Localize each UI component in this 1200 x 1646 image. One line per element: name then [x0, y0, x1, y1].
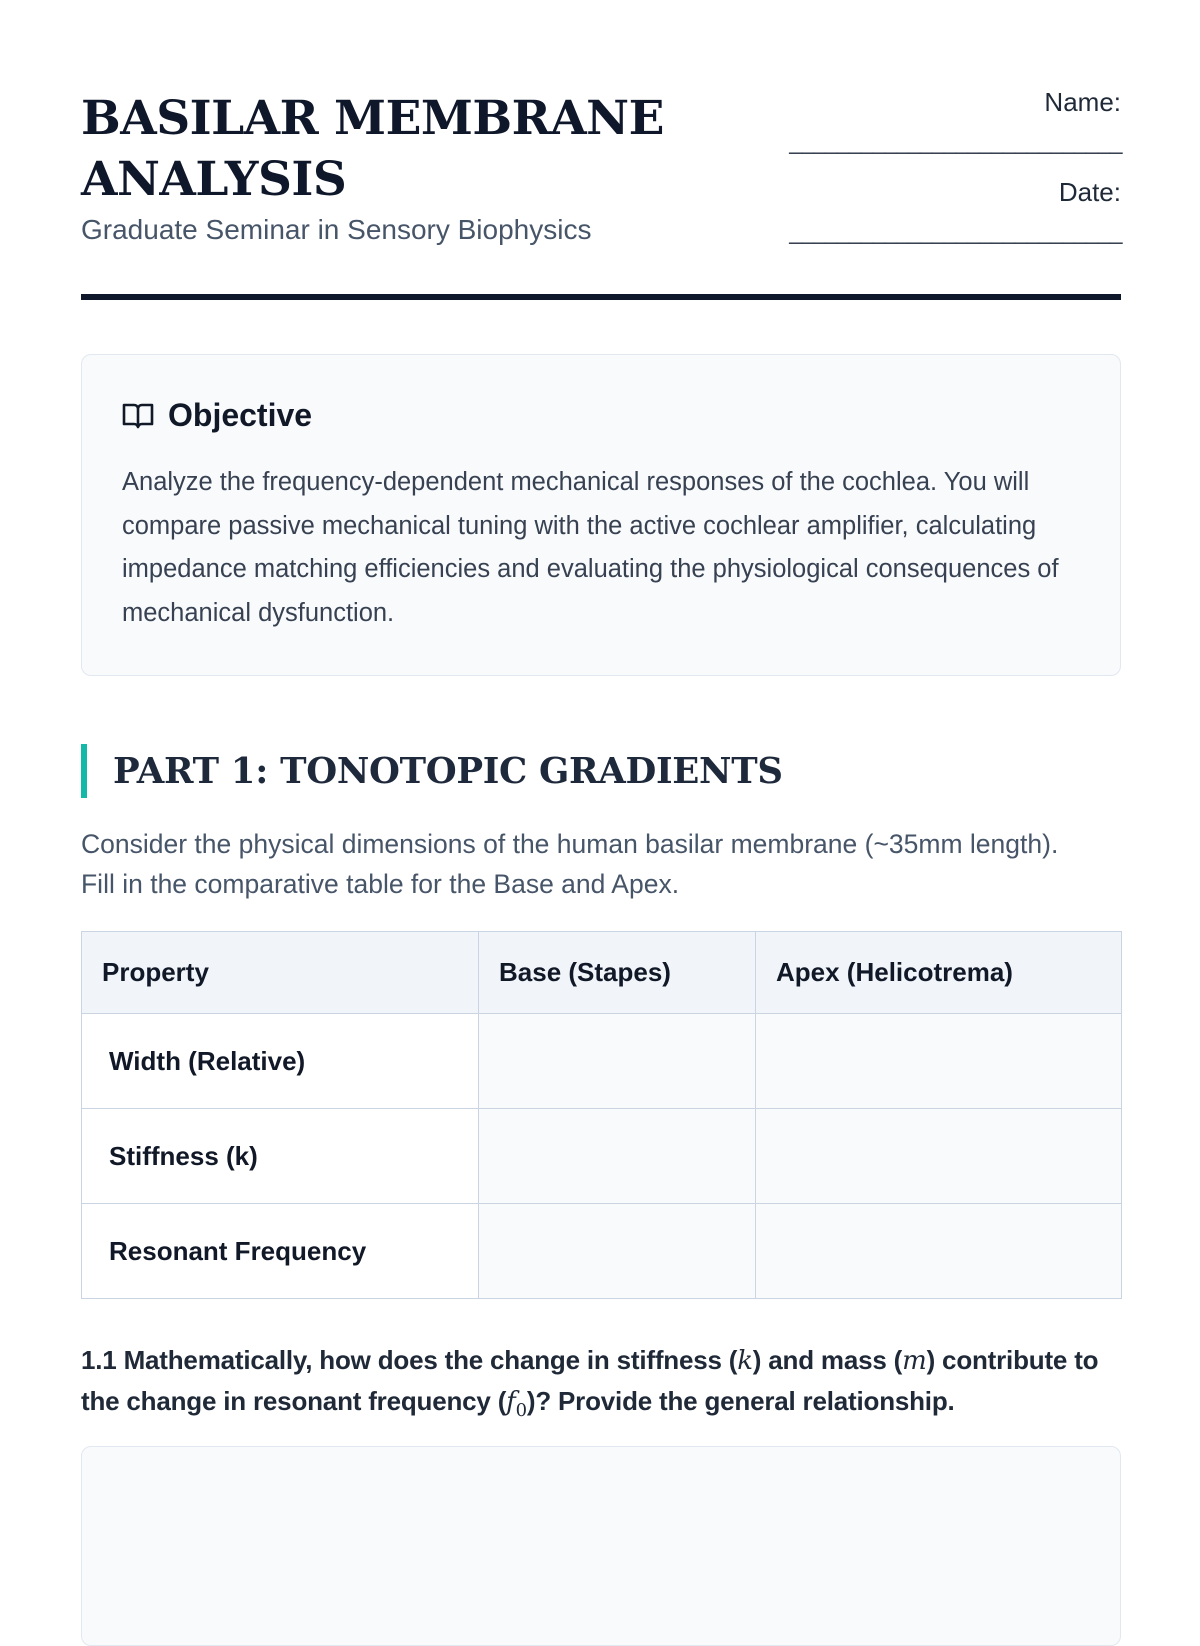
symbol-k: k	[737, 1346, 753, 1376]
title-line-1: BASILAR MEMBRANE	[81, 91, 664, 146]
page-title	[81, 88, 721, 210]
symbol-m: m	[902, 1346, 927, 1376]
answer-area[interactable]	[81, 1446, 1121, 1646]
cell-frequency-base[interactable]	[479, 1204, 756, 1299]
part1-heading	[81, 744, 783, 798]
name-field[interactable]: ____________________________	[789, 128, 1121, 155]
table-row	[82, 1109, 1122, 1204]
cell-stiffness-base[interactable]	[479, 1109, 756, 1204]
date-field[interactable]: ____________________________	[789, 218, 1121, 245]
symbol-f-subscript: 0	[515, 1400, 527, 1422]
header-divider	[81, 294, 1121, 300]
question-text-a: Mathematically, how does the change in stiffness (	[123, 1345, 738, 1375]
row-label-stiffness: Stiffness (k)	[82, 1109, 479, 1204]
title-line-2: ANALYSIS	[81, 152, 347, 207]
cell-width-apex[interactable]	[756, 1014, 1122, 1109]
worksheet-header	[81, 88, 1121, 298]
part1-title: PART 1: TONOTOPIC GRADIENTS	[113, 750, 783, 792]
comparison-table	[81, 931, 1122, 1299]
cell-stiffness-apex[interactable]	[756, 1109, 1122, 1204]
table-row	[82, 1014, 1122, 1109]
question-text-c: ) contribute to the change in resonant frequency (	[81, 1345, 1099, 1416]
student-info	[761, 88, 1121, 268]
column-header-base: Base (Stapes)	[479, 932, 756, 1014]
table-row	[82, 1204, 1122, 1299]
question-1-1	[81, 1340, 1126, 1431]
column-header-apex: Apex (Helicotrema)	[756, 932, 1122, 1014]
question-text-d: )? Provide the general relationship.	[526, 1386, 955, 1416]
objective-box	[81, 354, 1121, 676]
part1-intro: Consider the physical dimensions of the human basilar membrane (~35mm length). Fill in the comparative table for the Base and Apex.	[81, 829, 1059, 899]
cell-frequency-apex[interactable]	[756, 1204, 1122, 1299]
row-label-resonant-frequency: Resonant Frequency	[82, 1204, 479, 1299]
page-subtitle: Graduate Seminar in Sensory Biophysics	[81, 214, 592, 245]
row-label-width: Width (Relative)	[82, 1014, 479, 1109]
cell-width-base[interactable]	[479, 1014, 756, 1109]
book-icon	[122, 401, 154, 429]
name-label: Name:	[1044, 87, 1121, 117]
question-number: 1.1	[81, 1345, 117, 1375]
objective-text: Analyze the frequency-dependent mechanical responses of the cochlea. You will compare passive mechanical tuning with the active cochlear amplifier, calculating impedance matching efficiencies and evaluating the physiological consequences of mechanical dysfunction.	[122, 468, 1059, 627]
objective-heading	[122, 395, 1080, 435]
objective-title: Objective	[168, 396, 313, 433]
section-accent-bar	[81, 744, 87, 798]
question-text-b: ) and mass (	[752, 1345, 903, 1375]
date-label: Date:	[1058, 177, 1121, 207]
column-header-property: Property	[82, 932, 479, 1014]
table-header-row	[82, 932, 1122, 1014]
symbol-f: f	[506, 1387, 516, 1417]
